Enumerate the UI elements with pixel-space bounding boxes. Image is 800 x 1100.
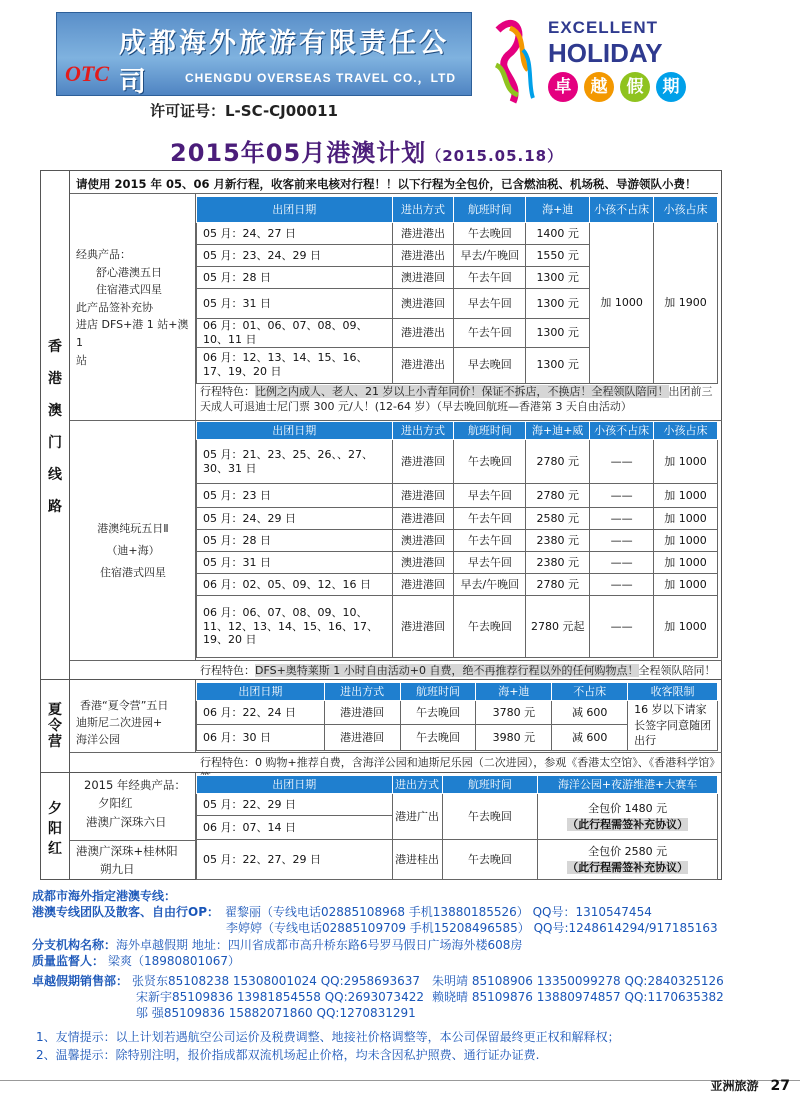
product-line: 此产品签补充协: [76, 300, 153, 314]
table-sunset: [196, 775, 718, 880]
title-main: 2015年05月港澳计划: [170, 139, 427, 167]
notice-banner: 请使用 2015 年 05、06 月新行程，收客前来电核对行程！！以下行程为全包价，已含燃油税、机场税、导游领队小费！: [70, 172, 718, 194]
label-char: 营: [48, 734, 62, 750]
cell-price-block: [538, 840, 718, 880]
cell-route: 港进港回: [392, 596, 454, 658]
ribbon-logo-icon: [488, 10, 538, 106]
cell-route: 澳进港回: [392, 530, 454, 552]
cell-flight: 午去晚回: [442, 794, 538, 840]
product-line: 朔九日: [100, 862, 135, 877]
cell-child-no-bed: ——: [590, 484, 654, 508]
page-footer: [711, 1077, 791, 1094]
sales-contact: 邬 强85109836 15882071860 QQ:1270831291: [136, 1006, 416, 1021]
product-line: 2015 年经典产品：: [84, 778, 186, 792]
product-line: 住宿港式四星: [96, 283, 162, 297]
quality-label: 质量监督人：: [32, 953, 105, 968]
product-line: 港澳广深珠+桂林阳: [76, 844, 178, 858]
cell-date: 05 月：22、29 日: [197, 794, 393, 816]
branch-label: 分支机构名称：: [32, 937, 117, 952]
col-header: 小孩不占床: [590, 197, 654, 223]
tip-line: 2、温馨提示：除特别注明，报价指成都双流机场起止价格，均未含因私护照费、通行证办证费.: [36, 1048, 540, 1062]
product-pure-play: [70, 518, 196, 584]
col-header: 航班时间: [454, 197, 526, 223]
table-row: [197, 552, 718, 574]
brand-char: 卓: [548, 72, 578, 102]
table-row: [197, 440, 718, 484]
tips: [36, 1028, 776, 1064]
section-label-hk-macau: [41, 171, 70, 679]
col-header: 进出方式: [392, 197, 454, 223]
cell-child-no-bed: 加 1000: [590, 223, 654, 384]
cell-date: 06 月：12、13、14、15、16、17、19、20 日: [197, 347, 393, 383]
cell-date: 06 月：06、07、08、09、10、11、12、13、14、15、16、17、19、20 日: [197, 596, 393, 658]
cell-date: 05 月：28 日: [197, 530, 393, 552]
table-row: [197, 530, 718, 552]
feature-highlight: 比例之内成人、老人、21 岁以上小青年同价！保证不拆店，不换店！全程领队陪同！: [255, 385, 669, 398]
footer-rule: [0, 1080, 800, 1081]
feature-pure-play: [200, 663, 720, 678]
contacts-heading: 成都市海外指定港澳专线：: [32, 889, 177, 903]
feature-text: 出团前三天成人可退迪士尼门票 300 元/人！(12-64 岁）（早去晚回航班—香港第 3 天自由活动）: [200, 385, 713, 414]
cell-child-bed: 加 1000: [654, 530, 718, 552]
table-row: [197, 794, 718, 816]
label-char: 门: [48, 435, 62, 451]
quality-contact: 梁爽（18980801067）: [108, 953, 240, 968]
product-line: 经典产品：: [76, 248, 131, 261]
col-header: 小孩占床: [654, 422, 718, 440]
product-line: 迪斯尼二次进园+: [76, 716, 163, 730]
ops-contact: 李婷婷（专线电话02885109709 手机15208496585） QQ号:1248614294/917185163: [226, 921, 718, 936]
product-classic: [76, 246, 196, 369]
sales-label: 卓越假期销售部：: [32, 974, 129, 988]
cell-date: 05 月：22、27、29 日: [197, 840, 393, 880]
table-summer-camp: [196, 682, 718, 751]
col-header: 出团日期: [197, 776, 393, 794]
table-row: [197, 508, 718, 530]
cell-child-bed: 加 1000: [654, 596, 718, 658]
page-number: 27: [770, 1078, 790, 1094]
license-number: 许可证号：L-SC-CJ00011: [150, 102, 338, 120]
cell-price: 1300 元: [526, 319, 590, 348]
sales-contact: 赖晓晴 85109876 13880974857 QQ:1170635382: [432, 990, 724, 1005]
label-char: 夕: [48, 801, 62, 817]
col-header: 进出方式: [392, 422, 454, 440]
cell-flight: 早去晚回: [454, 347, 526, 383]
product-line: 香港“夏令营”五日: [80, 699, 169, 712]
cell-flight: 早去/午晚回: [454, 245, 526, 267]
label-char: 线: [48, 467, 62, 483]
ops-contact: 翟黎丽（专线电话02885108968 手机13880185526） QQ号：1310547454: [225, 905, 652, 920]
page-title: [170, 133, 563, 168]
cell-flight: 午去晚回: [442, 840, 538, 880]
cell-child-no-bed: ——: [590, 440, 654, 484]
cell-flight: 早去午回: [454, 484, 526, 508]
cell-child-no-bed: ——: [590, 508, 654, 530]
cell-child-bed: 加 1900: [654, 223, 718, 384]
excellent-holiday-logo: [488, 10, 538, 106]
cell-date: 05 月：23 日: [197, 484, 393, 508]
cell-route: 港进港出: [392, 245, 454, 267]
divider: [70, 840, 196, 841]
col-header: 海+迪: [526, 197, 590, 223]
col-header: 航班时间: [400, 683, 476, 701]
col-header: 海+迪: [476, 683, 552, 701]
cell-flight: 午去晚回: [454, 596, 526, 658]
cell-price: 1300 元: [526, 289, 590, 319]
table-row: [197, 596, 718, 658]
cell-price: 2580 元: [526, 508, 590, 530]
cell-date: 06 月：07、14 日: [197, 816, 393, 840]
cell-note: （此行程需签补充协议）: [567, 860, 689, 874]
cell-route: 港进港回: [392, 484, 454, 508]
cell-price: 2780 元: [526, 484, 590, 508]
cell-child-bed: 加 1000: [654, 552, 718, 574]
branch-address: 海外卓越假期 地址：四川省成都市高升桥东路6号罗马假日广场海外楼608房: [116, 937, 523, 952]
product-line: （迪+海）: [106, 544, 160, 557]
cell-flight: 午去晚回: [400, 701, 476, 725]
product-sunset-b: [76, 842, 196, 879]
cell-flight: 午去晚回: [400, 725, 476, 751]
col-header: 出团日期: [197, 422, 393, 440]
cell-flight: 午去午回: [454, 267, 526, 289]
cell-route: 澳进港回: [392, 267, 454, 289]
label-char: 香: [48, 339, 62, 355]
cell-price: 全包价 1480 元: [588, 801, 668, 815]
table-row: [197, 484, 718, 508]
feature-label: 行程特色：: [200, 385, 255, 398]
cell-note: （此行程需签补充协议）: [567, 817, 689, 831]
cell-route: 港进港回: [392, 574, 454, 596]
divider: [70, 752, 722, 753]
cell-date: 05 月：21、23、25、26、、27、30、31 日: [197, 440, 393, 484]
cell-price: 1300 元: [526, 347, 590, 383]
cell-date: 05 月：24、27 日: [197, 223, 393, 245]
company-banner: [56, 12, 472, 96]
feature-label: 行程特色：: [200, 664, 255, 677]
cell-flight: 早去午回: [454, 552, 526, 574]
label-char: 阳: [48, 821, 62, 837]
label-char: 夏: [48, 702, 62, 718]
product-summer-camp: [76, 697, 196, 748]
cell-route: 澳进港回: [392, 289, 454, 319]
col-header: 航班时间: [442, 776, 538, 794]
col-header: 小孩不占床: [590, 422, 654, 440]
col-header: 航班时间: [454, 422, 526, 440]
col-header: 进出方式: [324, 683, 400, 701]
cell-child-no-bed: ——: [590, 530, 654, 552]
cell-no-bed: 减 600: [552, 701, 628, 725]
table-row: [197, 701, 718, 725]
cell-flight: 早去午回: [454, 289, 526, 319]
product-line: 站: [76, 353, 87, 367]
col-header: 不占床: [552, 683, 628, 701]
contacts: [32, 888, 792, 969]
cell-price: 3780 元: [476, 701, 552, 725]
cell-route: 港进港出: [392, 223, 454, 245]
table-pure-play: [196, 421, 718, 658]
cell-route: 港进港出: [392, 347, 454, 383]
cell-route: 港进广出: [392, 794, 442, 840]
title-date: （2015.05.18）: [426, 147, 564, 165]
cell-price: 2780 元: [526, 440, 590, 484]
cell-date: 05 月：31 日: [197, 289, 393, 319]
cell-date: 05 月：28 日: [197, 267, 393, 289]
cell-date: 05 月：23、24、29 日: [197, 245, 393, 267]
brand-cn: [548, 72, 698, 104]
cell-flight: 午去午回: [454, 530, 526, 552]
cell-price: 2380 元: [526, 530, 590, 552]
feature-highlight: DFS+奥特莱斯 1 小时自由活动+0 自费，绝不再推荐行程以外的任何购物点！: [255, 664, 639, 677]
cell-price: 1400 元: [526, 223, 590, 245]
feature-classic: [200, 384, 720, 415]
brand-char: 假: [620, 72, 650, 102]
product-sunset-a: [76, 776, 196, 831]
tip-line: 1、友情提示：以上计划若遇航空公司运价及税费调整、地接社价格调整等，本公司保留最终更正权和解释权；: [36, 1030, 620, 1044]
sales-right: [432, 973, 772, 1005]
cell-date: 06 月：22、24 日: [197, 701, 325, 725]
label-char: 路: [48, 499, 62, 515]
cell-date: 05 月：24、29 日: [197, 508, 393, 530]
section-label-summer-camp: [41, 680, 70, 772]
table-row: [197, 840, 718, 880]
product-line: 进店 DFS+港 1 站+澳 1: [76, 318, 189, 349]
product-line: 海洋公园: [76, 733, 120, 747]
cell-child-bed: 加 1000: [654, 574, 718, 596]
col-header: 进出方式: [392, 776, 442, 794]
cell-child-no-bed: ——: [590, 574, 654, 596]
sales-contact: 张贤东85108238 15308001024 QQ:2958693637: [132, 974, 420, 988]
sales-contact: 宋新宇85109836 13981854558 QQ:2693073422: [136, 990, 424, 1005]
label-char: 令: [48, 718, 62, 734]
label-char: 红: [48, 841, 62, 857]
cell-date: 06 月：01、06、07、08、09、10、11 日: [197, 319, 393, 348]
cell-price-block: [538, 794, 718, 840]
cell-flight: 午去午回: [454, 319, 526, 348]
col-header: 海洋公园+夜游维港+大赛车: [538, 776, 718, 794]
product-line: 舒心港澳五日: [96, 265, 162, 279]
col-header: 收客限制: [628, 683, 718, 701]
otc-logo: OTC: [65, 61, 109, 86]
cell-child-bed: 加 1000: [654, 484, 718, 508]
col-header: 小孩占床: [654, 197, 718, 223]
cell-route: 港进桂出: [392, 840, 442, 880]
cell-route: 港进港回: [324, 725, 400, 751]
magazine-name: 亚洲旅游: [710, 1079, 759, 1093]
cell-price: 1550 元: [526, 245, 590, 267]
cell-price: 1300 元: [526, 267, 590, 289]
table-classic: [196, 196, 718, 384]
cell-price: 2780 元: [526, 574, 590, 596]
section-label-sunset: [41, 773, 70, 879]
cell-no-bed: 减 600: [552, 725, 628, 751]
feature-text: 全程领队陪同！: [638, 664, 716, 677]
cell-price: 全包价 2580 元: [588, 844, 668, 858]
cell-route: 港进港回: [392, 440, 454, 484]
brand-en-2: HOLIDAY: [548, 38, 663, 68]
brand-char: 期: [656, 72, 686, 102]
divider: [70, 660, 722, 661]
label-char: 港: [48, 371, 62, 387]
cell-route: 港进港出: [392, 319, 454, 348]
cell-child-no-bed: ——: [590, 596, 654, 658]
company-name-cn: 成都海外旅游有限责任公司: [119, 28, 449, 96]
cell-price: 2380 元: [526, 552, 590, 574]
cell-route: 港进港回: [324, 701, 400, 725]
cell-flight: 早去/午晚回: [454, 574, 526, 596]
cell-price: 3980 元: [476, 725, 552, 751]
cell-price: 2780 元起: [526, 596, 590, 658]
cell-child-bed: 加 1000: [654, 508, 718, 530]
cell-flight: 午去午回: [454, 508, 526, 530]
ops-label: 港澳专线团队及散客、自由行OP：: [32, 905, 219, 920]
sales-contact: 朱明靖 85108906 13350099278 QQ:2840325126: [432, 974, 724, 988]
table-row: [197, 574, 718, 596]
cell-flight: 午去晚回: [454, 223, 526, 245]
company-name-en: CHENGDU OVERSEAS TRAVEL CO.，LTD: [185, 71, 457, 85]
cell-child-no-bed: ——: [590, 552, 654, 574]
cell-date: 06 月：02、05、09、12、16 日: [197, 574, 393, 596]
cell-date: 06 月：30 日: [197, 725, 325, 751]
feature-text: 行程特色：0 购物+推荐自费，含海洋公园和迪斯尼乐园（二次进园），参观《香港太空馆》、《香港科学馆》: [200, 756, 715, 769]
sales-left: [32, 973, 432, 1022]
cell-limit: 16 岁以下请家长签字同意随团出行: [628, 701, 718, 751]
cell-date: 05 月：31 日: [197, 552, 393, 574]
col-header: 海+迪+威: [526, 422, 590, 440]
col-header: 出团日期: [197, 197, 393, 223]
product-line: 港澳纯玩五日Ⅱ: [97, 522, 169, 535]
product-line: 港澳广深珠六日: [86, 814, 167, 829]
cell-route: 港进港回: [392, 508, 454, 530]
product-line: 住宿港式四星: [100, 566, 166, 579]
brand-char: 越: [584, 72, 614, 102]
label-char: 澳: [48, 403, 62, 419]
brand-en-1: EXCELLENT: [548, 18, 659, 37]
table-row: [197, 223, 718, 245]
cell-route: 澳进港回: [392, 552, 454, 574]
col-header: 出团日期: [197, 683, 325, 701]
product-line: 夕阳红: [98, 796, 133, 811]
cell-flight: 午去晚回: [454, 440, 526, 484]
cell-child-bed: 加 1000: [654, 440, 718, 484]
